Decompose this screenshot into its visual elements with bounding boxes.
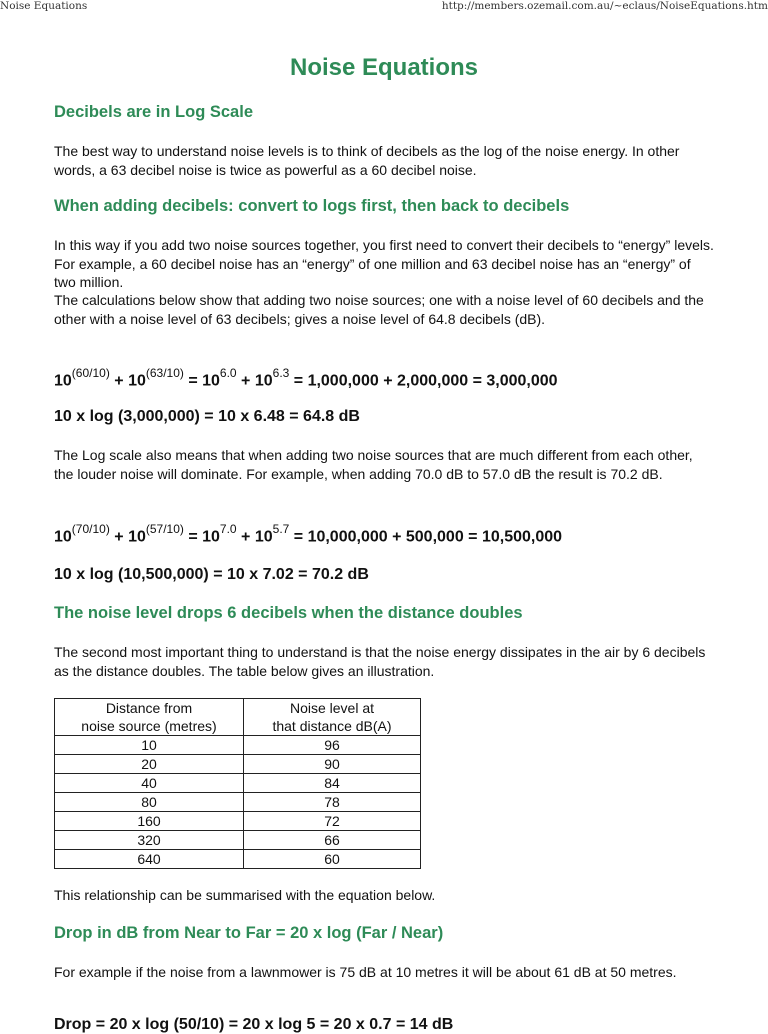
header-url: http://members.ozemail.com.au/~eclaus/NoiseEquations.htm [441, 0, 768, 12]
section-heading-log-scale: Decibels are in Log Scale [54, 103, 253, 121]
paragraph-energy-levels: In this way if you add two noise sources together, you first need to convert their decibels to “energy” levels. For example, a 60 decibel noise has an “energy” of one million and 63 decibel noise has an “energy” of two million. [54, 237, 714, 290]
table-header-row [55, 699, 421, 736]
page-title: Noise Equations [289, 54, 479, 81]
equation-adding-70-57: $10^{(70/10)} + 10^{(57/10)} = 10^{7.0} + 10^{5.7} = 10,000,000 + 500,000 = 10,500,000$ [54, 522, 563, 546]
equation-lawnmower-drop: Drop = 20 x log (50/10) = 20 x log 5 = 20 x 0.7 = 14 dB [54, 1016, 454, 1033]
table-row [55, 755, 421, 774]
distance-noise-table [54, 698, 421, 869]
table-row [55, 793, 421, 812]
paragraph-energy-dissipates: The second most important thing to understand is that the noise energy dissipates in the air by 6 decibels as the distance doubles. The table below gives an illustration. [54, 644, 706, 679]
paragraph-calculation-intro: The calculations below show that adding two noise sources; one with a noise level of 60 decibels and the other with a noise level of 63 decibels; gives a noise level of 64.8 decibels (dB). [54, 292, 704, 327]
table-row [55, 850, 421, 869]
print-header [0, 0, 768, 14]
paragraph-summarised: This relationship can be summarised with the equation below. [54, 887, 436, 903]
table-cell-noise: 78 [244, 793, 421, 812]
table-cell-noise: 72 [244, 812, 421, 831]
table-row [55, 736, 421, 755]
table-row [55, 831, 421, 850]
section-heading-drop-formula: Drop in dB from Near to Far = 20 x log (Far / Near) [54, 924, 444, 942]
table-cell-noise: 84 [244, 774, 421, 793]
paragraph-lawnmower-example: For example if the noise from a lawnmower is 75 dB at 10 metres it will be about 61 dB at 50 metres. [54, 964, 677, 980]
table-cell-noise: 66 [244, 831, 421, 850]
table-cell-distance: 20 [55, 755, 244, 774]
header-page-title: Noise Equations [0, 0, 88, 12]
table-cell-distance: 160 [55, 812, 244, 831]
section-heading-distance-doubles: The noise level drops 6 decibels when the distance doubles [54, 604, 523, 622]
equation-adding-60-63: $10^{(60/10)} + 10^{(63/10)} = 10^{6.0} + 10^{6.3} = 1,000,000 + 2,000,000 = 3,000,000$ [54, 366, 558, 390]
equation-log-result-64-8: 10 x log (3,000,000) = 10 x 6.48 = 64.8 dB [54, 408, 360, 425]
table-cell-noise: 96 [244, 736, 421, 755]
paragraph-louder-dominates: The Log scale also means that when adding two noise sources that are much different from each other, the louder noise will dominate. For example, when adding 70.0 dB to 57.0 dB the result is 70.2 dB. [54, 447, 693, 482]
table-cell-noise: 60 [244, 850, 421, 869]
section-heading-adding-decibels: When adding decibels: convert to logs first, then back to decibels [54, 197, 570, 215]
table-cell-distance: 640 [55, 850, 244, 869]
table-cell-distance: 320 [55, 831, 244, 850]
table-header-noise-level: Noise level at that distance dB(A) [244, 699, 421, 736]
table-cell-distance: 40 [55, 774, 244, 793]
table-cell-distance: 80 [55, 793, 244, 812]
table-cell-distance: 10 [55, 736, 244, 755]
table-row [55, 774, 421, 793]
table-row [55, 812, 421, 831]
equation-log-result-70-2: 10 x log (10,500,000) = 10 x 7.02 = 70.2 dB [54, 566, 369, 583]
paragraph-log-scale: The best way to understand noise levels is to think of decibels as the log of the noise energy. In other words, a 63 decibel noise is twice as powerful as a 60 decibel noise. [54, 143, 680, 178]
table-header-distance: Distance from noise source (metres) [55, 699, 244, 736]
table-cell-noise: 90 [244, 755, 421, 774]
